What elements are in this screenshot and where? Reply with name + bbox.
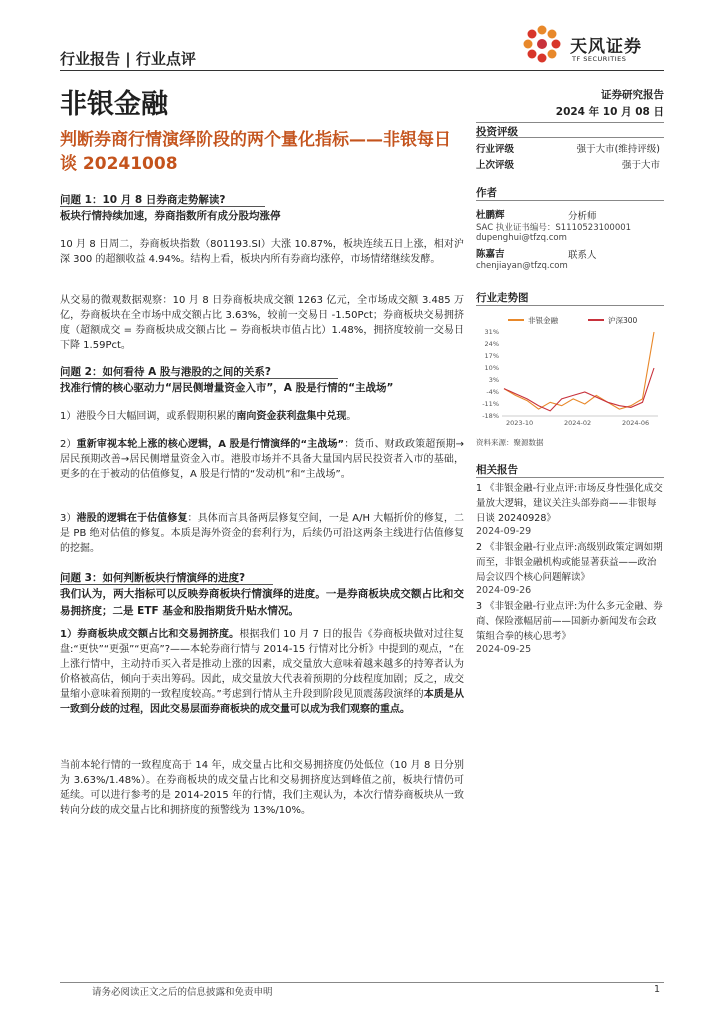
paragraph-5	[60, 511, 464, 556]
y-tick-label: -11%	[482, 400, 499, 408]
company-logo	[518, 22, 668, 68]
analyst-name: 杜鹏辉	[476, 210, 505, 221]
report-title-line2: 谈 20241008	[60, 154, 178, 174]
authors-head: 作者	[476, 187, 497, 199]
y-tick-label: 3%	[488, 376, 499, 384]
analyst-email[interactable]: dupenghui@tfzq.com	[476, 233, 567, 243]
trend-chart-svg	[476, 314, 664, 432]
question-1-answer: 板块行情持续加速，券商指数所有成分股均涨停	[60, 210, 281, 222]
paragraph-6-body: 根据我们 10 月 7 日的报告《券商板块做对过往复盘:“更快”“更强”“更高”?——本轮券商行情与 2014-15 行情对比分析》中提到的观点，“在上涨行情中，主动持币买入者是推动上涨的因素，成交量放大意味着越来越多的持筹者认为价格被高估，倾向于卖出筹码。因此，成交量放大代表着预期的分歧程度加剧；反之，成交量缩小意味着预期的一致程度较高。”考虑到行情从主升段到阶段见顶震荡段演绎的	[60, 629, 464, 700]
logo-text-cn: 天风证券	[570, 37, 642, 57]
question-1-underline	[60, 206, 265, 207]
report-title	[60, 128, 465, 176]
rating-value: 强于大市(维持评级)	[576, 144, 660, 155]
paragraph-1: 10 月 8 日周二，券商板块指数（801193.SI）大涨 10.87%，板块连续五日上涨，相对沪深 300 的超额收益 4.94%。结构上看，板块内所有券商均涨停，市场情绪继续发酵。	[60, 239, 464, 265]
question-3-answer: 我们认为，两大指标可以反映券商板块行情演绎的进度。一是券商板块成交额占比和交易拥挤度；二是 ETF 基金和股指期货升贴水情况。	[60, 588, 464, 617]
disclaimer-note: 请务必阅读正文之后的信息披露和免责申明	[92, 987, 273, 998]
related-report-2[interactable]: 2 《非银金融-行业点评:高级别政策定调如期而至，非银金融机构或能显著获益——政治局会议四个核心问题解读》	[476, 542, 663, 583]
paragraph-7: 当前本轮行情的一致程度高于 14 年，成交量占比和交易拥挤度仍处低位（10 月 8 日分别为 3.63%/1.48%）。在券商板块的成交量占比和交易拥挤度达到峰值之前，板块行情仍可延续。可以进行参考的是 2014-2015 年的行情，我们主观认为，本次行情券商板块从一致转向分歧的成交量占比和拥挤度的预警线为 13%/10%。	[60, 760, 464, 816]
question-3-underline	[60, 584, 273, 585]
y-tick-label: 17%	[484, 352, 499, 360]
paragraph-5-rest: ：具体而言具备两层修复空间，一是 A/H 大幅折价的修复，二是 PB 绝对估值的修复。本质是海外资金的套利行为，后续仍可沿这两条主线进行估值修复的挖掘。	[60, 513, 464, 554]
logo-text-en: TF SECURITIES	[572, 55, 627, 63]
paragraph-3-lead: 1）港股今日大幅回调，或系假期积累的	[60, 411, 237, 422]
analyst-sac-number: SAC 执业证书编号：S1110523100001	[476, 223, 632, 233]
contact-email[interactable]: chenjiayan@tfzq.com	[476, 261, 568, 271]
rating-row-previous	[476, 157, 664, 171]
document-type: 证券研究报告	[601, 89, 664, 101]
report-category-label: 行业报告 | 行业点评	[60, 50, 196, 68]
y-tick-label: 31%	[484, 328, 499, 336]
rating-key: 行业评级	[476, 144, 515, 155]
paragraph-4	[60, 437, 464, 482]
paragraph-5-lead: 3）	[60, 513, 77, 524]
related-head: 相关报告	[476, 464, 518, 476]
authors-section-head	[476, 185, 664, 201]
paragraph-6	[60, 627, 464, 717]
y-tick-label: 10%	[484, 364, 499, 372]
related-report-1[interactable]: 1 《非银金融-行业点评:市场反身性强化成交量放大逻辑，建议关注头部券商——非银每日谈 20240928》	[476, 483, 663, 524]
paragraph-3	[60, 409, 464, 424]
header-divider	[60, 70, 664, 71]
tf-logo-icon	[518, 22, 566, 68]
trend-section-head	[476, 290, 664, 306]
y-tick-label: 24%	[484, 340, 499, 348]
x-tick-label: 2024-02	[564, 419, 592, 427]
question-3: 问题 3：如何判断板块行情演绎的进度?	[60, 572, 246, 584]
contact-name: 陈嘉吉	[476, 249, 505, 260]
legend-label-index: 沪深300	[608, 316, 638, 325]
rating-row-industry	[476, 141, 664, 155]
paragraph-6-conclusion: 本质是从一致到分歧的过程，因此交易层面券商板块的成交量可以成为我们观察的重点。	[60, 689, 465, 715]
y-tick-label: -18%	[482, 412, 499, 420]
analyst-role: 分析师	[568, 211, 597, 222]
document-date: 2024 年 10 月 08 日	[555, 106, 664, 118]
report-title-line1: 判断券商行情演绎阶段的两个量化指标——非银每日	[60, 130, 451, 150]
series-line-sector	[504, 332, 654, 409]
question-2-underline	[60, 378, 338, 379]
x-tick-label: 2023-10	[506, 419, 534, 427]
rating-head: 投资评级	[476, 126, 518, 138]
question-2-answer: 找准行情的核心驱动力“居民侧增量资金入市”，A 股是行情的“主战场”	[60, 382, 394, 394]
footer-divider	[60, 982, 664, 983]
related-report-2-date: 2024-09-26	[476, 585, 532, 596]
page-number: 1	[654, 984, 661, 995]
paragraph-2: 从交易的微观数据观察：10 月 8 日券商板块成交额 1263 亿元，全市场成交额 3.485 万亿，券商板块在全市场中成交额占比 3.63%，较前一交易日 -1.50Pct；券商板块交易拥挤度（超额成交 = 券商板块成交额占比 − 券商板块市值占比）1.48%，拥挤度较前一交易日下降 1.59Pct。	[60, 295, 464, 351]
sector-title: 非银金融	[60, 89, 168, 120]
trend-chart	[476, 314, 664, 432]
trend-head: 行业走势图	[476, 292, 529, 304]
series-line-index	[504, 368, 654, 411]
related-report-3[interactable]: 3 《非银金融-行业点评:为什么多元金融、券商、保险涨幅居前——国新办新闻发布会政策组合拳的核心思考》	[476, 601, 663, 642]
y-tick-label: -4%	[486, 388, 499, 396]
legend-label-sector: 非银金融	[528, 316, 558, 325]
related-report-3-date: 2024-09-25	[476, 644, 532, 655]
rating-section-head	[476, 122, 664, 138]
paragraph-4-lead: 2）	[60, 439, 77, 450]
paragraph-6-lead: 1）券商板块成交额占比和交易拥挤度。	[60, 629, 240, 640]
rating-key: 上次评级	[476, 160, 515, 171]
contact-role: 联系人	[568, 250, 597, 261]
rating-value: 强于大市	[621, 160, 660, 171]
paragraph-5-emphasis: 港股的逻辑在于估值修复	[76, 513, 188, 524]
paragraph-3-end: 。	[346, 411, 357, 422]
chart-source: 资料来源：聚源数据	[476, 438, 544, 447]
paragraph-4-rest: ：货币、财政政策超预期→居民预期改善→居民侧增量资金入市。港股市场并不具备大量国内居民投资者入市的基础，更多的在于被动的估值修复，A 股是行情的“发动机”和“主战场”。	[60, 439, 464, 480]
question-2: 问题 2：如何看待 A 股与港股的之间的关系?	[60, 366, 271, 378]
paragraph-3-emphasis: 南向资金获利盘集中兑现	[236, 411, 347, 422]
x-tick-label: 2024-06	[622, 419, 650, 427]
paragraph-4-emphasis: 重新审视本轮上涨的核心逻辑，A 股是行情演绎的“主战场”	[76, 439, 345, 450]
question-1: 问题 1：10 月 8 日券商走势解读?	[60, 194, 226, 206]
related-section-head	[476, 462, 664, 478]
related-report-1-date: 2024-09-29	[476, 526, 532, 537]
